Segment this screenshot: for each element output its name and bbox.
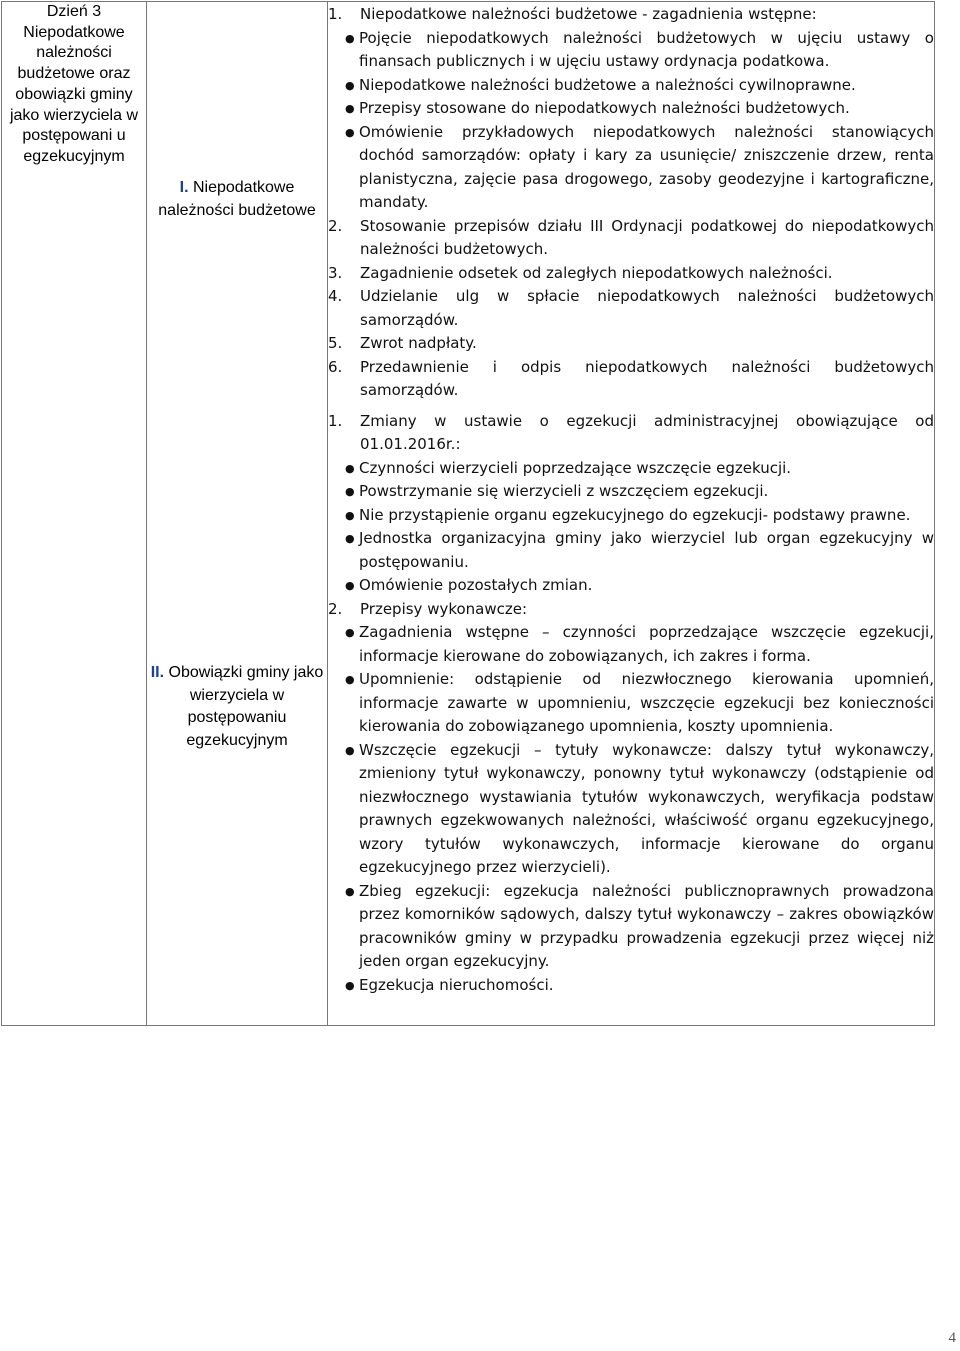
bullet-text: Powstrzymanie się wierzycieli z wszczęciem egzekucji. — [359, 482, 769, 500]
bullet-text: Upomnienie: odstąpienie od niezwłocznego kierowania upomnień, informacje zawarte w upomnieniu, wszczęcie egzekucji bez konieczności kierowania do zobowiązanego upomnienia, koszty upomnienia. — [359, 670, 934, 735]
bullet-item — [345, 668, 934, 739]
bullet-text: Egzekucja nieruchomości. — [359, 975, 554, 994]
bullet-icon: ● — [345, 884, 355, 898]
bullet-item — [345, 121, 934, 215]
bullet-item — [345, 27, 934, 74]
bullet-icon: ● — [345, 31, 355, 45]
bullet-item — [345, 621, 934, 668]
numbered-item — [328, 262, 934, 286]
bullet-text: Wszczęcie egzekucji – tytuły wykonawcze: dalszy tytuł wykonawczy, zmieniony tytuł wykonawczy, ponowny tytuł wykonawczy (odstąpienie od niezwłocznego wystawiania tytułów wykonawczych, weryfikacja podstaw prawnych egzekwowanych należności, właściwość organu egzekucyjnego, wzory tytułów wykonawczych, informacje kierowane do organu egzekucyjnego przez wierzycieli). — [359, 740, 934, 876]
bullet-icon: ● — [345, 673, 355, 686]
item-number: 5. — [328, 334, 343, 352]
item-text: Zwrot nadpłaty. — [360, 334, 477, 352]
bullet-icon: ● — [345, 125, 355, 139]
bullet-text: Pojęcie niepodatkowych należności budżetowych w ujęciu ustawy o finansach publicznych i w ujęciu ustawy ordynacja podatkowa. — [359, 28, 934, 70]
item-text: Zagadnienie odsetek od zaległych niepodatkowych należności. — [360, 263, 833, 282]
item-number: 1. — [328, 411, 343, 430]
bullet-icon: ● — [345, 978, 355, 992]
numbered-item — [328, 598, 934, 622]
bullet-icon: ● — [345, 626, 355, 639]
bullet-text: Jednostka organizacyjna gminy jako wierzyciel lub organ egzekucyjny w postępowaniu. — [359, 529, 934, 571]
section-number: II. — [150, 664, 165, 681]
bullet-text: Zagadnienia wstępne – czynności poprzedzające wszczęcie egzekucji, informacje kierowane do zobowiązanych, ich zakres i forma. — [359, 623, 934, 665]
page-number: 4 — [948, 1330, 956, 1346]
day-title: Dzień 3 Niepodatkowe należności budżetowe oraz obowiązki gminy jako wierzyciela w postępowani u egzekucyjnym — [9, 3, 139, 165]
bullet-icon: ● — [345, 532, 355, 545]
bullet-item — [345, 97, 934, 121]
bullet-item — [345, 739, 934, 880]
numbered-item — [328, 332, 934, 356]
item-text: Udzielanie ulg w spłacie niepodatkowych należności budżetowych samorządów. — [360, 287, 934, 329]
section-heading-1 — [147, 177, 327, 222]
agenda-table — [1, 1, 935, 1026]
section-heading-2 — [147, 662, 327, 752]
numbered-item — [328, 215, 934, 262]
bullet-item — [345, 574, 934, 598]
bullet-icon: ● — [345, 102, 355, 115]
bullet-item — [345, 457, 934, 481]
section-title: Niepodatkowe należności budżetowe — [158, 179, 316, 219]
sections-cell — [147, 2, 328, 1026]
item-text: Stosowanie przepisów działu III Ordynacji podatkowej do niepodatkowych należności budżetowych. — [360, 216, 934, 258]
bullet-text: Zbieg egzekucji: egzekucja należności publicznoprawnych prowadzona przez komorników sądowych, dalszy tytuł wykonawczy – zakres obowiązków pracowników gminy w przypadku prowadzenia egzekucji przez więcej niż jeden organ egzekucyjny. — [359, 881, 934, 970]
bullet-text: Przepisy stosowane do niepodatkowych należności budżetowych. — [359, 99, 850, 117]
item-number: 1. — [328, 5, 343, 23]
day-cell — [2, 2, 147, 1026]
item-text: Przepisy wykonawcze: — [360, 599, 528, 618]
bullet-icon: ● — [345, 579, 355, 592]
numbered-item — [328, 285, 934, 332]
bullet-icon: ● — [345, 485, 355, 498]
section-2-content — [328, 409, 934, 998]
bullet-item — [345, 480, 934, 504]
section-1-content — [328, 2, 934, 403]
bullet-item — [345, 527, 934, 574]
item-number: 6. — [328, 357, 343, 376]
item-number: 2. — [328, 599, 343, 618]
bullet-text: Niepodatkowe należności budżetowe a należności cywilnoprawne. — [359, 75, 856, 94]
item-text: Zmiany w ustawie o egzekucji administracyjnej obowiązujące od 01.01.2016r.: — [360, 411, 934, 453]
numbered-item — [328, 356, 934, 403]
bullet-icon: ● — [345, 78, 355, 92]
bullet-text: Czynności wierzycieli poprzedzające wszczęcie egzekucji. — [359, 458, 792, 477]
numbered-item — [328, 3, 934, 27]
agenda-row — [2, 2, 935, 1026]
bullet-icon: ● — [345, 508, 355, 522]
item-number: 4. — [328, 287, 343, 305]
item-number: 3. — [328, 263, 343, 282]
bullet-icon: ● — [345, 461, 355, 475]
section-number: I. — [179, 179, 189, 196]
bullet-item — [345, 74, 934, 98]
bullet-item — [345, 974, 934, 998]
bullet-item — [345, 880, 934, 974]
item-text: Przedawnienie i odpis niepodatkowych należności budżetowych samorządów. — [360, 357, 934, 399]
bullet-item — [345, 504, 934, 528]
bullet-icon: ● — [345, 743, 355, 757]
bullet-text: Omówienie przykładowych niepodatkowych należności stanowiących dochód samorządów: opłaty i kary za usunięcie/ zniszczenie drzew, renta planistyczna, zajęcie pasa drogowego, zasoby geodezyjne i kartograficzne, mandaty. — [359, 122, 934, 211]
bullet-text: Nie przystąpienie organu egzekucyjnego do egzekucji- podstawy prawne. — [359, 505, 911, 524]
section-title: Obowiązki gminy jako wierzyciela w postępowaniu egzekucyjnym — [168, 664, 324, 749]
item-text: Niepodatkowe należności budżetowe - zagadnienia wstępne: — [360, 5, 817, 23]
item-number: 2. — [328, 216, 343, 235]
content-cell — [328, 2, 935, 1026]
bullet-text: Omówienie pozostałych zmian. — [359, 576, 593, 594]
numbered-item — [328, 410, 934, 457]
